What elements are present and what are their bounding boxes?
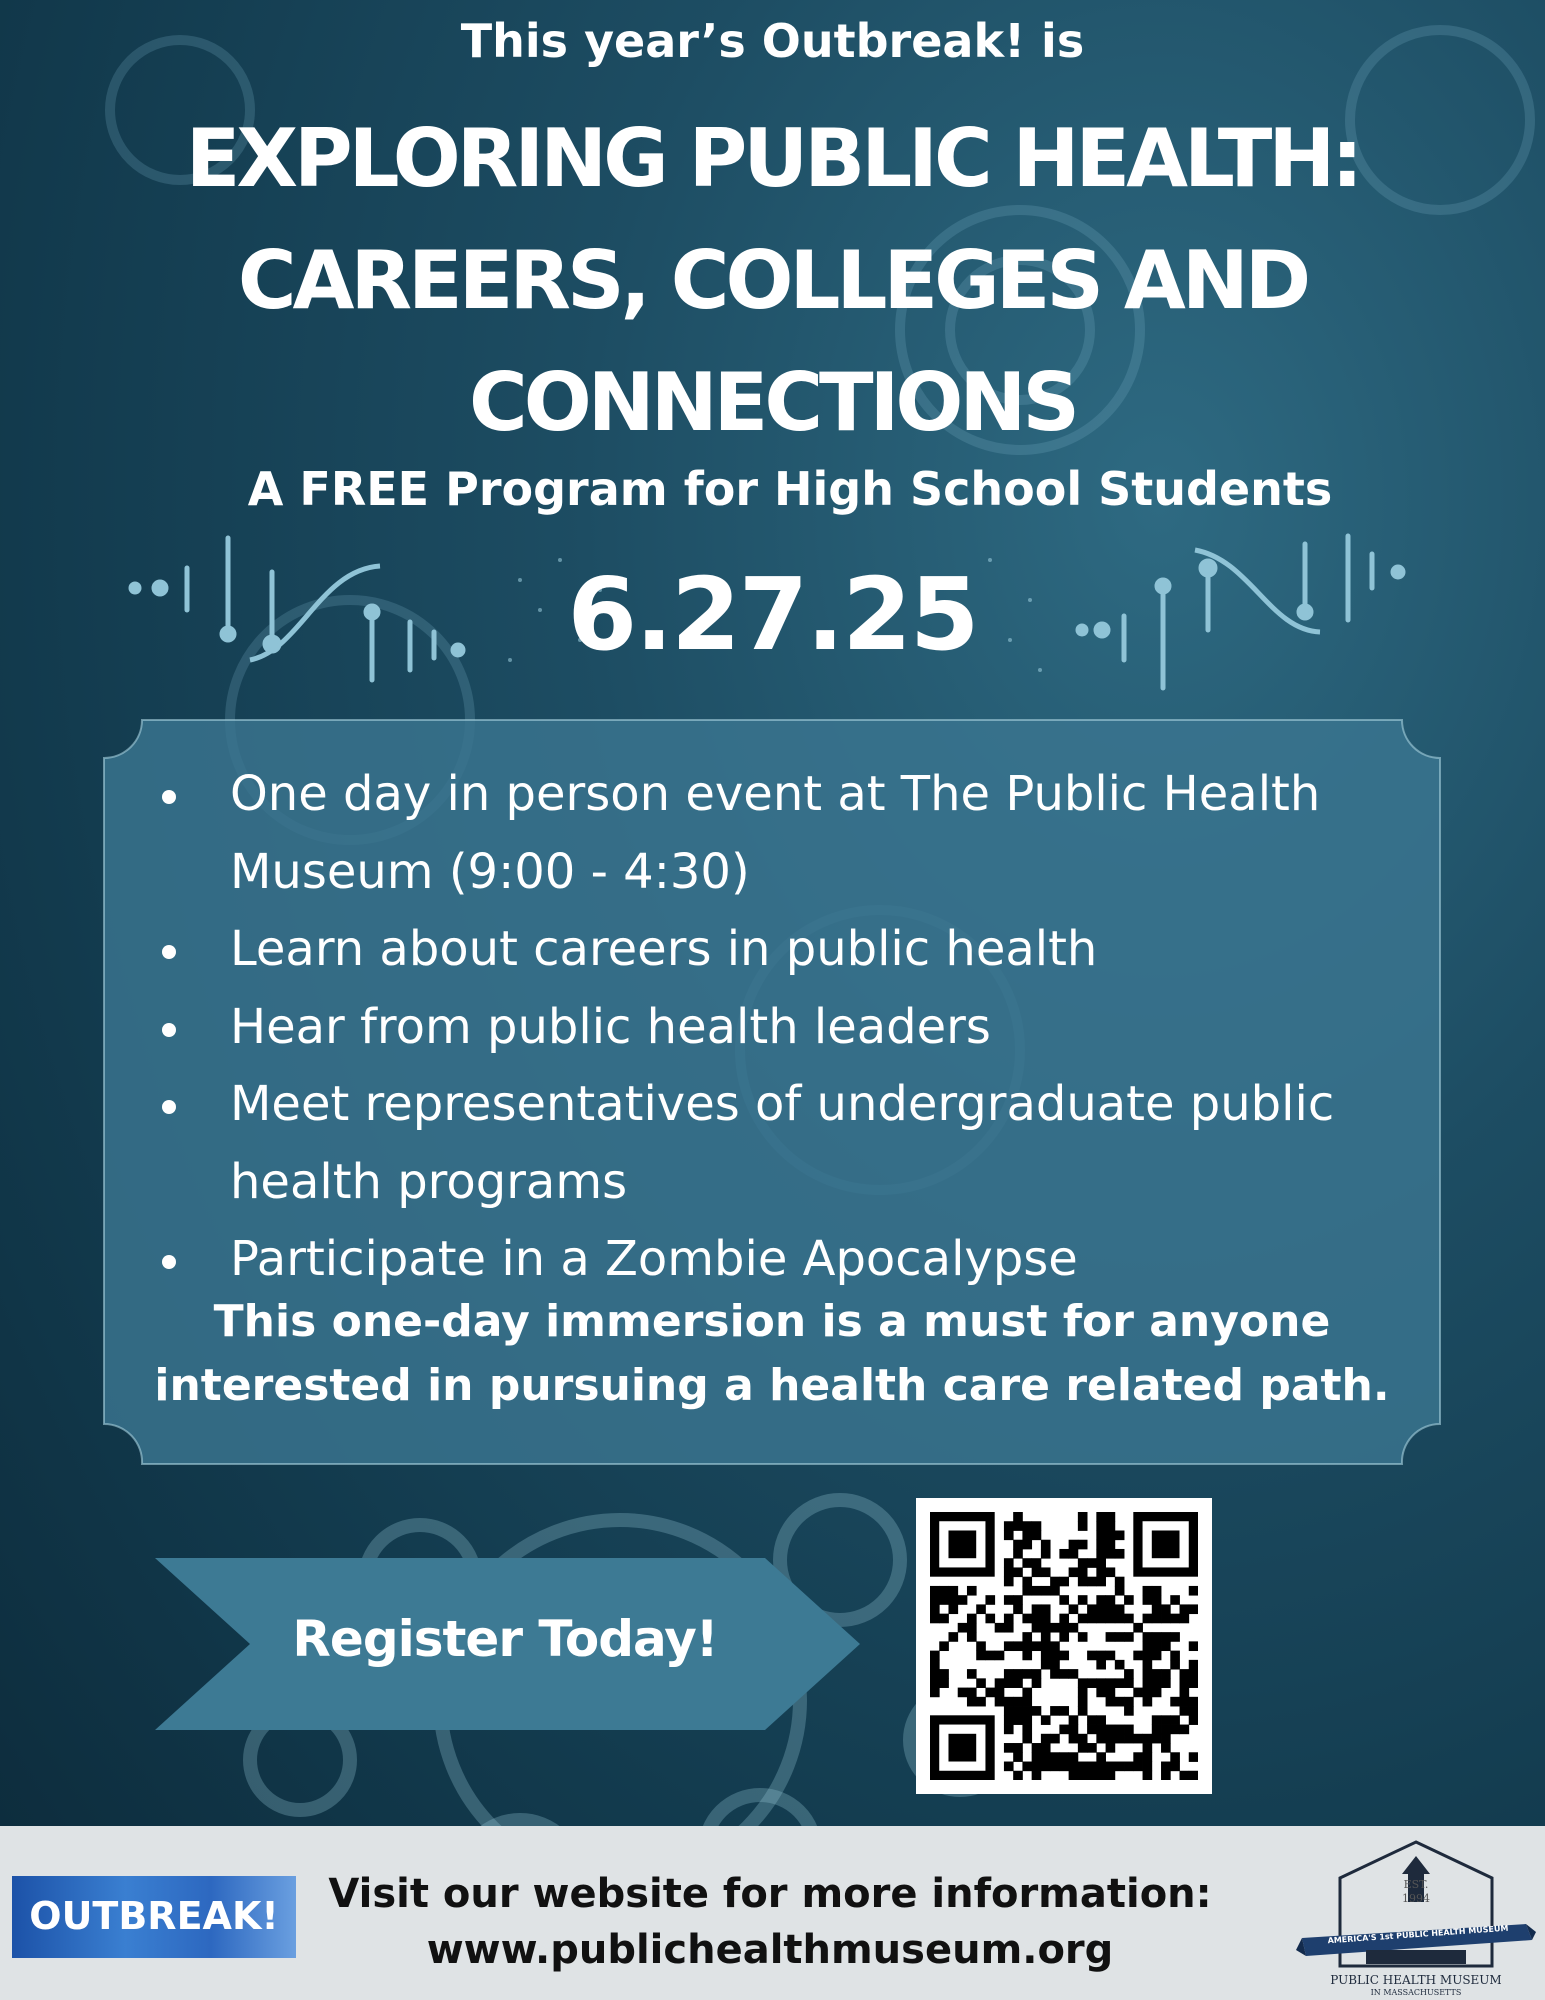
title-line: CAREERS, COLLEGES AND — [237, 234, 1308, 327]
details-list — [202, 756, 1382, 1299]
event-title — [60, 98, 1485, 464]
est-line: 1994 — [1402, 1892, 1430, 1905]
subtitle: A FREE Program for High School Students — [247, 462, 1333, 516]
register-label: Register Today! — [292, 1610, 718, 1668]
museum-est — [1296, 1878, 1536, 1906]
closing-line: This one-day immersion is a must for anyone — [213, 1296, 1331, 1347]
event-date: 6.27.25 — [567, 556, 978, 673]
museum-name: PUBLIC HEALTH MUSEUM — [1330, 1973, 1502, 1987]
est-line: EST. — [1403, 1878, 1429, 1891]
register-button[interactable] — [155, 1558, 860, 1730]
intro-line: This year’s Outbreak! is — [460, 14, 1085, 68]
details-panel — [102, 718, 1442, 1466]
footer-line: Visit our website for more information: — [328, 1871, 1212, 1917]
museum-subname: IN MASSACHUSETTS — [1370, 1988, 1462, 1997]
title-line: EXPLORING PUBLIC HEALTH: — [185, 112, 1360, 205]
outbreak-logo — [12, 1876, 296, 1958]
registration-qr-code[interactable] — [916, 1498, 1212, 1794]
qr-pattern — [930, 1512, 1198, 1780]
list-item: Meet representatives of undergraduate public health programs — [202, 1066, 1382, 1221]
museum-logo — [1296, 1838, 1536, 1998]
list-item: Participate in a Zombie Apocalypse — [202, 1221, 1382, 1299]
closing-line: interested in pursuing a health care related path. — [154, 1360, 1390, 1411]
museum-tagline: AMERICA'S 1st PUBLIC HEALTH MUSEUM — [1327, 1923, 1509, 1946]
outbreak-logo-text: OUTBREAK! — [29, 1894, 279, 1938]
list-item: Hear from public health leaders — [202, 989, 1382, 1067]
footer-info — [300, 1866, 1240, 1978]
website-link[interactable]: www.publichealthmuseum.org — [426, 1927, 1114, 1973]
list-item: Learn about careers in public health — [202, 911, 1382, 989]
title-line: CONNECTIONS — [469, 356, 1076, 449]
list-item: One day in person event at The Public Health Museum (9:00 - 4:30) — [202, 756, 1382, 911]
closing-statement — [102, 1290, 1442, 1418]
footer-bar — [0, 1826, 1545, 2000]
